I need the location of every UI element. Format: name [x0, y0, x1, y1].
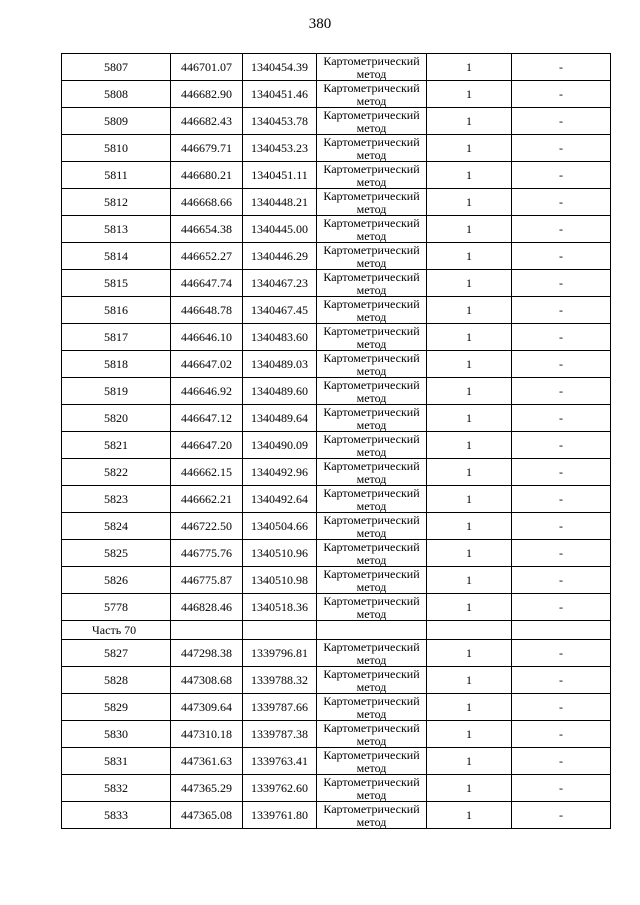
x-coordinate-cell: 446662.15	[171, 459, 243, 486]
y-coordinate-cell: 1340453.23	[243, 135, 317, 162]
note-cell: -	[512, 567, 611, 594]
method-line-2: метод	[356, 444, 387, 459]
x-coordinate-cell: 446775.87	[171, 567, 243, 594]
note-cell: -	[512, 775, 611, 802]
method-line-1: Картометрический	[323, 512, 420, 527]
x-coordinate-cell: 446648.78	[171, 297, 243, 324]
table-row	[62, 81, 611, 108]
point-id-cell: 5812	[62, 189, 171, 216]
table-row	[62, 108, 611, 135]
method-line-2: метод	[356, 814, 387, 829]
x-coordinate-cell: 447310.18	[171, 721, 243, 748]
method-line-1: Картометрический	[323, 431, 420, 446]
method-cell	[317, 640, 427, 667]
method-line-2: метод	[356, 120, 387, 135]
point-id-cell: 5816	[62, 297, 171, 324]
method-cell	[317, 378, 427, 405]
section-empty-cell	[317, 621, 427, 640]
point-id-cell: 5819	[62, 378, 171, 405]
method-line-2: метод	[356, 760, 387, 775]
method-cell	[317, 667, 427, 694]
x-coordinate-cell: 446680.21	[171, 162, 243, 189]
method-line-1: Картометрический	[323, 53, 420, 68]
x-coordinate-cell: 446828.46	[171, 594, 243, 621]
y-coordinate-cell: 1340446.29	[243, 243, 317, 270]
method-line-2: метод	[356, 147, 387, 162]
y-coordinate-cell: 1340467.45	[243, 297, 317, 324]
point-id-cell: 5814	[62, 243, 171, 270]
method-line-2: метод	[356, 174, 387, 189]
table-row	[62, 243, 611, 270]
method-line-1: Картометрический	[323, 458, 420, 473]
table-row	[62, 189, 611, 216]
method-cell	[317, 54, 427, 81]
method-line-2: метод	[356, 255, 387, 270]
table-row	[62, 802, 611, 829]
point-id-cell: 5821	[62, 432, 171, 459]
method-line-2: метод	[356, 66, 387, 81]
accuracy-cell: 1	[427, 594, 512, 621]
x-coordinate-cell: 446646.92	[171, 378, 243, 405]
table-row	[62, 459, 611, 486]
y-coordinate-cell: 1340489.60	[243, 378, 317, 405]
y-coordinate-cell: 1340445.00	[243, 216, 317, 243]
note-cell: -	[512, 135, 611, 162]
point-id-cell: 5828	[62, 667, 171, 694]
table-row	[62, 216, 611, 243]
section-empty-cell	[512, 621, 611, 640]
method-cell	[317, 216, 427, 243]
accuracy-cell: 1	[427, 54, 512, 81]
point-id-cell: 5831	[62, 748, 171, 775]
accuracy-cell: 1	[427, 721, 512, 748]
point-id-cell: 5829	[62, 694, 171, 721]
note-cell: -	[512, 54, 611, 81]
method-line-1: Картометрический	[323, 693, 420, 708]
table-row	[62, 640, 611, 667]
accuracy-cell: 1	[427, 405, 512, 432]
method-line-1: Картометрический	[323, 404, 420, 419]
y-coordinate-cell: 1340490.09	[243, 432, 317, 459]
point-id-cell: 5809	[62, 108, 171, 135]
note-cell: -	[512, 432, 611, 459]
method-cell	[317, 594, 427, 621]
x-coordinate-cell: 447361.63	[171, 748, 243, 775]
note-cell: -	[512, 216, 611, 243]
x-coordinate-cell: 446722.50	[171, 513, 243, 540]
method-line-2: метод	[356, 93, 387, 108]
x-coordinate-cell: 446647.20	[171, 432, 243, 459]
accuracy-cell: 1	[427, 459, 512, 486]
point-id-cell: 5810	[62, 135, 171, 162]
note-cell: -	[512, 81, 611, 108]
note-cell: -	[512, 324, 611, 351]
x-coordinate-cell: 447365.08	[171, 802, 243, 829]
accuracy-cell: 1	[427, 513, 512, 540]
x-coordinate-cell: 446679.71	[171, 135, 243, 162]
y-coordinate-cell: 1340489.64	[243, 405, 317, 432]
note-cell: -	[512, 108, 611, 135]
method-line-1: Картометрический	[323, 323, 420, 338]
note-cell: -	[512, 540, 611, 567]
accuracy-cell: 1	[427, 324, 512, 351]
y-coordinate-cell: 1339761.80	[243, 802, 317, 829]
method-line-1: Картометрический	[323, 774, 420, 789]
method-line-1: Картометрический	[323, 296, 420, 311]
method-cell	[317, 297, 427, 324]
y-coordinate-cell: 1340451.46	[243, 81, 317, 108]
y-coordinate-cell: 1339762.60	[243, 775, 317, 802]
section-label: Часть 70	[62, 621, 171, 640]
method-cell	[317, 459, 427, 486]
x-coordinate-cell: 446647.02	[171, 351, 243, 378]
x-coordinate-cell: 446647.12	[171, 405, 243, 432]
table-row	[62, 486, 611, 513]
table-row	[62, 748, 611, 775]
point-id-cell: 5833	[62, 802, 171, 829]
table-row	[62, 54, 611, 81]
table-row	[62, 378, 611, 405]
accuracy-cell: 1	[427, 243, 512, 270]
note-cell: -	[512, 802, 611, 829]
x-coordinate-cell: 446647.74	[171, 270, 243, 297]
method-line-1: Картометрический	[323, 350, 420, 365]
point-id-cell: 5818	[62, 351, 171, 378]
accuracy-cell: 1	[427, 135, 512, 162]
method-cell	[317, 270, 427, 297]
method-cell	[317, 432, 427, 459]
method-cell	[317, 748, 427, 775]
method-line-2: метод	[356, 417, 387, 432]
y-coordinate-cell: 1340451.11	[243, 162, 317, 189]
point-id-cell: 5830	[62, 721, 171, 748]
point-id-cell: 5815	[62, 270, 171, 297]
note-cell: -	[512, 640, 611, 667]
note-cell: -	[512, 270, 611, 297]
note-cell: -	[512, 162, 611, 189]
method-line-2: метод	[356, 309, 387, 324]
x-coordinate-cell: 446652.27	[171, 243, 243, 270]
method-line-1: Картометрический	[323, 485, 420, 500]
accuracy-cell: 1	[427, 81, 512, 108]
point-id-cell: 5807	[62, 54, 171, 81]
method-line-1: Картометрический	[323, 566, 420, 581]
point-id-cell: 5832	[62, 775, 171, 802]
accuracy-cell: 1	[427, 694, 512, 721]
point-id-cell: 5826	[62, 567, 171, 594]
accuracy-cell: 1	[427, 216, 512, 243]
table-row	[62, 162, 611, 189]
note-cell: -	[512, 748, 611, 775]
accuracy-cell: 1	[427, 540, 512, 567]
accuracy-cell: 1	[427, 748, 512, 775]
x-coordinate-cell: 446775.76	[171, 540, 243, 567]
note-cell: -	[512, 486, 611, 513]
method-line-1: Картометрический	[323, 215, 420, 230]
point-id-cell: 5827	[62, 640, 171, 667]
table-row	[62, 135, 611, 162]
x-coordinate-cell: 446701.07	[171, 54, 243, 81]
accuracy-cell: 1	[427, 378, 512, 405]
method-line-2: метод	[356, 498, 387, 513]
table-row	[62, 432, 611, 459]
method-cell	[317, 108, 427, 135]
x-coordinate-cell: 446682.90	[171, 81, 243, 108]
note-cell: -	[512, 667, 611, 694]
x-coordinate-cell: 446662.21	[171, 486, 243, 513]
table-row	[62, 667, 611, 694]
y-coordinate-cell: 1339788.32	[243, 667, 317, 694]
y-coordinate-cell: 1340483.60	[243, 324, 317, 351]
note-cell: -	[512, 351, 611, 378]
accuracy-cell: 1	[427, 189, 512, 216]
y-coordinate-cell: 1340492.64	[243, 486, 317, 513]
method-line-1: Картометрический	[323, 639, 420, 654]
method-cell	[317, 324, 427, 351]
note-cell: -	[512, 721, 611, 748]
y-coordinate-cell: 1339763.41	[243, 748, 317, 775]
table-row	[62, 270, 611, 297]
x-coordinate-cell: 446646.10	[171, 324, 243, 351]
accuracy-cell: 1	[427, 775, 512, 802]
x-coordinate-cell: 447298.38	[171, 640, 243, 667]
accuracy-cell: 1	[427, 667, 512, 694]
y-coordinate-cell: 1340492.96	[243, 459, 317, 486]
y-coordinate-cell: 1339787.66	[243, 694, 317, 721]
x-coordinate-cell: 447308.68	[171, 667, 243, 694]
y-coordinate-cell: 1340467.23	[243, 270, 317, 297]
x-coordinate-cell: 447309.64	[171, 694, 243, 721]
x-coordinate-cell: 446654.38	[171, 216, 243, 243]
table-row	[62, 297, 611, 324]
method-line-1: Картометрический	[323, 161, 420, 176]
section-empty-cell	[171, 621, 243, 640]
table-row	[62, 513, 611, 540]
accuracy-cell: 1	[427, 270, 512, 297]
table-row	[62, 567, 611, 594]
method-line-2: метод	[356, 706, 387, 721]
method-line-2: метод	[356, 201, 387, 216]
method-line-2: метод	[356, 606, 387, 621]
method-line-1: Картометрический	[323, 593, 420, 608]
note-cell: -	[512, 513, 611, 540]
table-row	[62, 775, 611, 802]
note-cell: -	[512, 297, 611, 324]
y-coordinate-cell: 1340489.03	[243, 351, 317, 378]
y-coordinate-cell: 1340504.66	[243, 513, 317, 540]
section-empty-cell	[243, 621, 317, 640]
method-line-1: Картометрический	[323, 107, 420, 122]
accuracy-cell: 1	[427, 802, 512, 829]
accuracy-cell: 1	[427, 640, 512, 667]
y-coordinate-cell: 1339787.38	[243, 721, 317, 748]
point-id-cell: 5813	[62, 216, 171, 243]
table-row	[62, 540, 611, 567]
method-line-1: Картометрический	[323, 377, 420, 392]
note-cell: -	[512, 459, 611, 486]
accuracy-cell: 1	[427, 351, 512, 378]
method-line-2: метод	[356, 336, 387, 351]
method-line-1: Картометрический	[323, 666, 420, 681]
point-id-cell: 5822	[62, 459, 171, 486]
point-id-cell: 5824	[62, 513, 171, 540]
y-coordinate-cell: 1340510.96	[243, 540, 317, 567]
method-line-2: метод	[356, 679, 387, 694]
accuracy-cell: 1	[427, 432, 512, 459]
method-line-1: Картометрический	[323, 801, 420, 816]
point-id-cell: 5811	[62, 162, 171, 189]
note-cell: -	[512, 694, 611, 721]
table-row	[62, 405, 611, 432]
method-line-1: Картометрический	[323, 747, 420, 762]
method-cell	[317, 567, 427, 594]
point-id-cell: 5778	[62, 594, 171, 621]
note-cell: -	[512, 189, 611, 216]
y-coordinate-cell: 1340453.78	[243, 108, 317, 135]
table-row	[62, 594, 611, 621]
method-line-2: метод	[356, 579, 387, 594]
section-empty-cell	[427, 621, 512, 640]
method-line-1: Картометрический	[323, 242, 420, 257]
y-coordinate-cell: 1340518.36	[243, 594, 317, 621]
method-cell	[317, 540, 427, 567]
point-id-cell: 5817	[62, 324, 171, 351]
method-cell	[317, 694, 427, 721]
table-row	[62, 351, 611, 378]
method-line-2: метод	[356, 471, 387, 486]
method-line-2: метод	[356, 390, 387, 405]
method-cell	[317, 486, 427, 513]
y-coordinate-cell: 1340448.21	[243, 189, 317, 216]
method-line-2: метод	[356, 282, 387, 297]
method-cell	[317, 243, 427, 270]
note-cell: -	[512, 243, 611, 270]
table-row	[62, 694, 611, 721]
method-line-1: Картометрический	[323, 269, 420, 284]
point-id-cell: 5823	[62, 486, 171, 513]
method-line-2: метод	[356, 363, 387, 378]
y-coordinate-cell: 1340454.39	[243, 54, 317, 81]
y-coordinate-cell: 1339796.81	[243, 640, 317, 667]
method-cell	[317, 351, 427, 378]
method-cell	[317, 81, 427, 108]
coordinates-table	[61, 53, 611, 829]
y-coordinate-cell: 1340510.98	[243, 567, 317, 594]
point-id-cell: 5820	[62, 405, 171, 432]
x-coordinate-cell: 446668.66	[171, 189, 243, 216]
method-cell	[317, 162, 427, 189]
note-cell: -	[512, 405, 611, 432]
method-cell	[317, 721, 427, 748]
table-row	[62, 324, 611, 351]
method-line-2: метод	[356, 787, 387, 802]
x-coordinate-cell: 447365.29	[171, 775, 243, 802]
method-line-2: метод	[356, 228, 387, 243]
method-cell	[317, 513, 427, 540]
accuracy-cell: 1	[427, 486, 512, 513]
accuracy-cell: 1	[427, 162, 512, 189]
method-line-1: Картометрический	[323, 134, 420, 149]
point-id-cell: 5808	[62, 81, 171, 108]
note-cell: -	[512, 594, 611, 621]
accuracy-cell: 1	[427, 297, 512, 324]
method-line-1: Картометрический	[323, 720, 420, 735]
section-row	[62, 621, 611, 640]
method-line-2: метод	[356, 525, 387, 540]
x-coordinate-cell: 446682.43	[171, 108, 243, 135]
point-id-cell: 5825	[62, 540, 171, 567]
method-line-1: Картометрический	[323, 539, 420, 554]
method-cell	[317, 802, 427, 829]
accuracy-cell: 1	[427, 567, 512, 594]
method-line-1: Картометрический	[323, 188, 420, 203]
method-line-2: метод	[356, 652, 387, 667]
method-line-2: метод	[356, 552, 387, 567]
page-number: 380	[308, 16, 332, 32]
method-cell	[317, 405, 427, 432]
method-line-2: метод	[356, 733, 387, 748]
accuracy-cell: 1	[427, 108, 512, 135]
method-line-1: Картометрический	[323, 80, 420, 95]
method-cell	[317, 189, 427, 216]
note-cell: -	[512, 378, 611, 405]
table-row	[62, 721, 611, 748]
method-cell	[317, 775, 427, 802]
method-cell	[317, 135, 427, 162]
